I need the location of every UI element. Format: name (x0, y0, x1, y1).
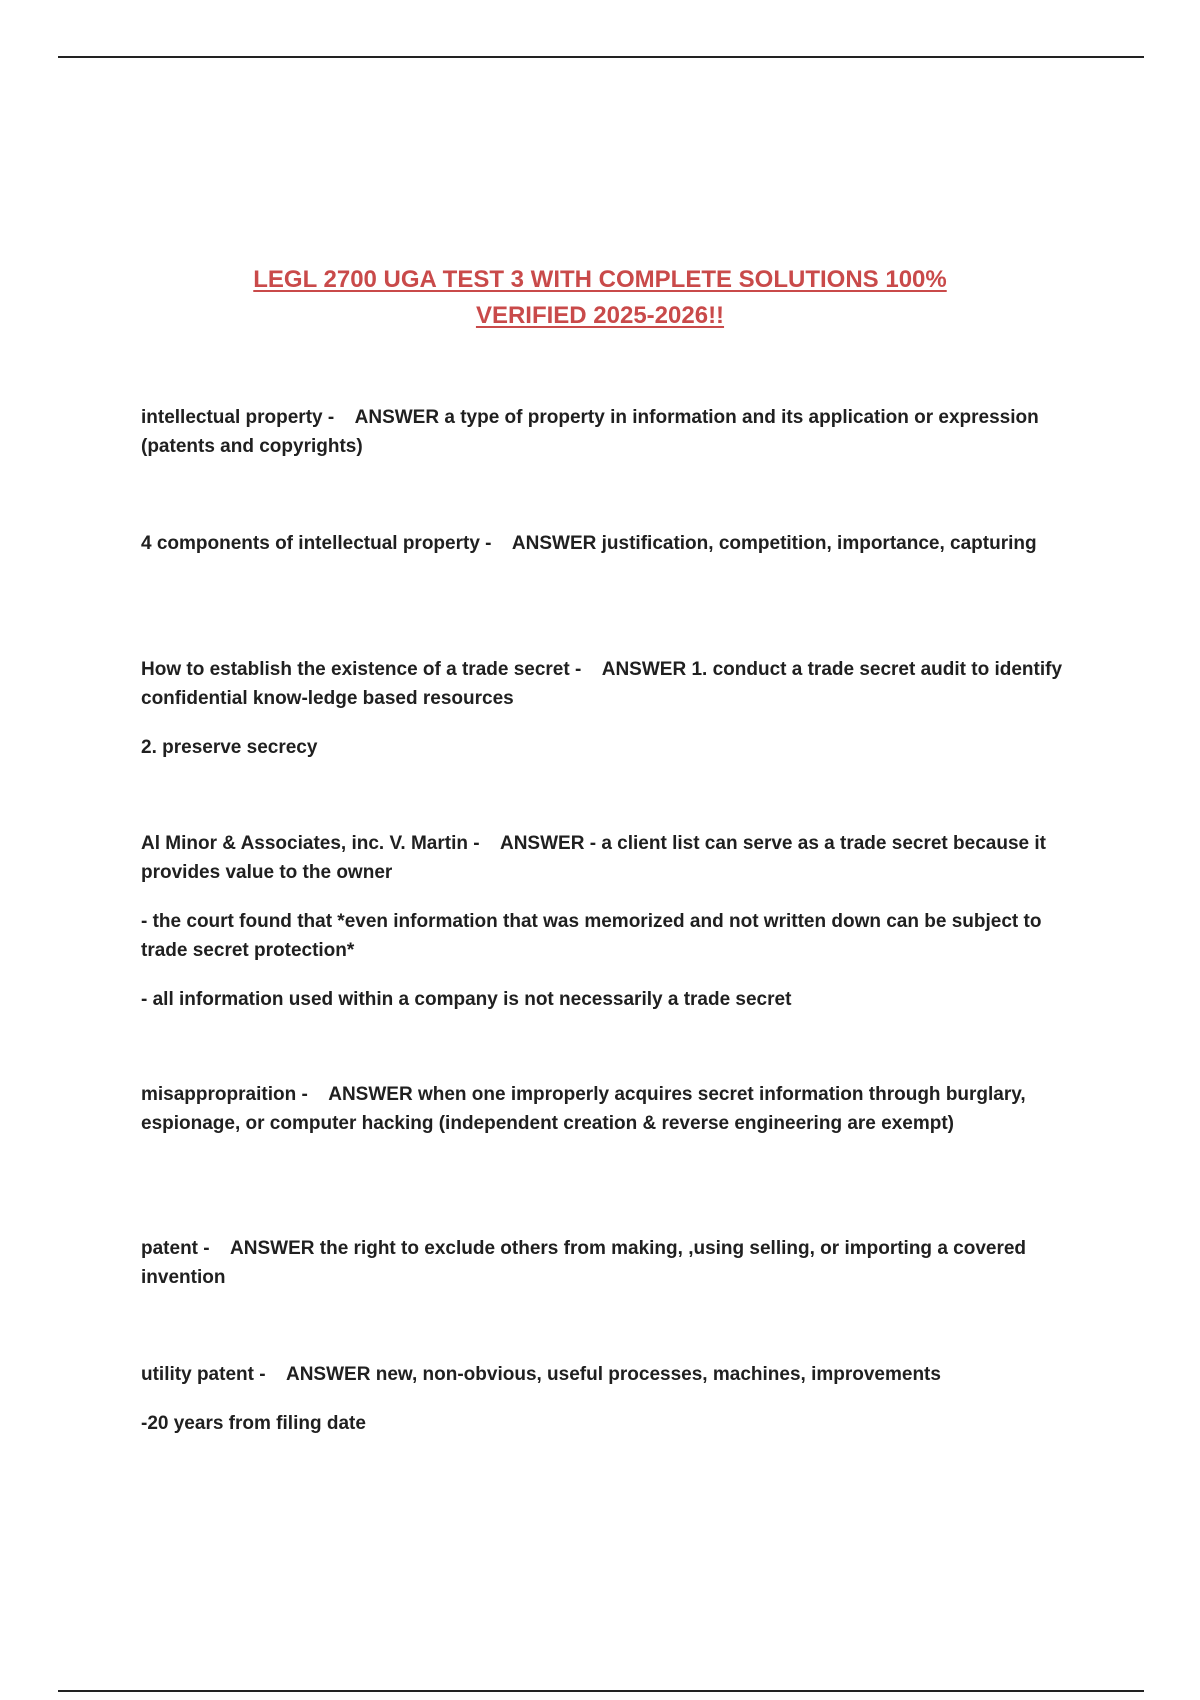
qa-answer-label: ANSWER (328, 1084, 413, 1105)
document-title (150, 262, 1050, 334)
qa-term: misappropraition - (141, 1084, 308, 1105)
qa-definition: the right to exclude others from making, ,using selling, or importing a covered invention (141, 1238, 1027, 1288)
title-line-1: LEGL 2700 UGA TEST 3 WITH COMPLETE SOLUTIONS 100% (253, 266, 947, 293)
title-line-2: VERIFIED 2025-2026!! (475, 302, 725, 329)
qa-answer-label: ANSWER (354, 407, 440, 428)
top-rule (58, 56, 1144, 58)
qa-answer-label: ANSWER (601, 659, 687, 680)
qa-question (141, 1080, 1071, 1138)
qa-answer-label: ANSWER (511, 533, 597, 554)
qa-question (141, 1360, 1071, 1389)
qa-definition: - a client list can serve as a trade secret because it provides value to the owner (141, 833, 1046, 883)
qa-definition: when one improperly acquires secret information through burglary, espionage, or computer hacking (independent creation & reverse engineering are exempt) (141, 1084, 1026, 1134)
qa-answer-label: ANSWER (285, 1364, 371, 1385)
qa-definition: new, non-obvious, useful processes, machines, improvements (375, 1364, 941, 1385)
qa-term: intellectual property - (141, 407, 335, 428)
qa-question (141, 1234, 1071, 1292)
qa-question (141, 403, 1071, 461)
qa-term: Al Minor & Associates, inc. V. Martin - (141, 833, 480, 854)
qa-entry-trade-secret (141, 655, 1071, 762)
qa-term: How to establish the existence of a trade secret - (141, 659, 582, 680)
qa-definition: a type of property in information and its application or expression (patents and copyrights) (141, 407, 1039, 457)
qa-definition: 1. conduct a trade secret audit to identify confidential know-ledge based resources (141, 659, 1063, 709)
qa-extra-line: - the court found that *even information that was memorized and not written down can be subject to trade secret protection* (141, 911, 1042, 961)
qa-entry-intellectual-property (141, 403, 1071, 461)
qa-answer-label: ANSWER (499, 833, 585, 854)
qa-question (141, 655, 1071, 713)
qa-extra-line: - all information used within a company is not necessarily a trade secret (141, 989, 792, 1010)
qa-term: utility patent - (141, 1364, 266, 1385)
qa-entry-al-minor (141, 829, 1071, 1014)
qa-definition: justification, competition, importance, capturing (601, 533, 1037, 554)
qa-answer-label: ANSWER (230, 1238, 315, 1259)
qa-entry-utility-patent (141, 1360, 1071, 1438)
qa-entry-misappropriation (141, 1080, 1071, 1138)
qa-entry-patent (141, 1234, 1071, 1292)
qa-question (141, 829, 1071, 887)
qa-question (141, 529, 1071, 558)
qa-term: patent - (141, 1238, 210, 1259)
qa-extra-line: -20 years from filing date (141, 1413, 366, 1434)
qa-term: 4 components of intellectual property - (141, 533, 492, 554)
qa-entry-components (141, 529, 1071, 558)
qa-extra-line: 2. preserve secrecy (141, 737, 318, 758)
bottom-rule (58, 1690, 1144, 1692)
